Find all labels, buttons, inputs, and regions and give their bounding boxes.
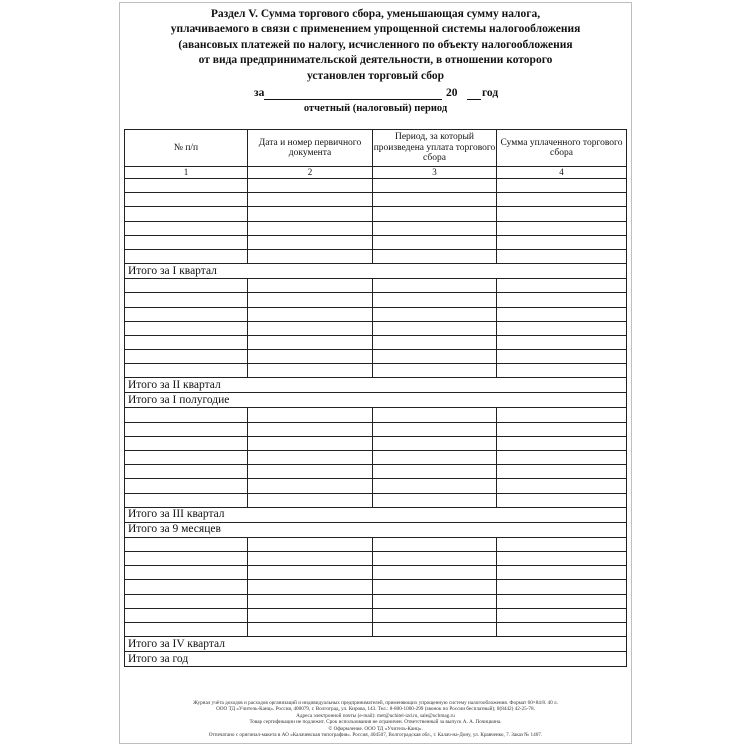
table-row <box>125 335 627 349</box>
table-cell[interactable] <box>248 335 373 349</box>
table-cell[interactable] <box>497 279 627 293</box>
table-row <box>125 364 627 378</box>
total-row-q3 <box>125 507 627 522</box>
table-cell[interactable] <box>373 422 497 436</box>
table-cell[interactable] <box>373 465 497 479</box>
table-cell[interactable] <box>125 422 248 436</box>
total-row-m9 <box>125 522 627 537</box>
table-cell[interactable] <box>497 422 627 436</box>
year-blank-field[interactable] <box>467 99 481 100</box>
table-cell[interactable] <box>497 451 627 465</box>
table-cell[interactable] <box>248 293 373 307</box>
section-title-line: (авансовых платежей по налогу, исчисленного по объекту налогообложения <box>178 38 573 51</box>
table-cell[interactable] <box>248 608 373 622</box>
table-cell[interactable] <box>125 235 248 249</box>
column-number: 4 <box>497 167 627 179</box>
year-suffix: год <box>482 87 499 99</box>
table-cell[interactable] <box>248 350 373 364</box>
table-row <box>125 537 627 551</box>
table-cell[interactable] <box>125 307 248 321</box>
table-cell[interactable] <box>125 451 248 465</box>
table-cell[interactable] <box>373 350 497 364</box>
table-row <box>125 566 627 580</box>
total-row-q1 <box>125 264 627 279</box>
table-cell[interactable] <box>248 193 373 207</box>
section-title-line: от вида предпринимательской деятельности, в отношении которого <box>198 54 553 67</box>
imprint-line: Товар сертификации не подлежит. Срок использования не ограничен. Ответственный за выпуск А. А. Почицкина. <box>249 719 502 726</box>
table-row <box>125 493 627 507</box>
table-cell[interactable] <box>125 321 248 335</box>
table-cell[interactable] <box>497 193 627 207</box>
section-title-line: установлен торговый сбор <box>307 69 444 82</box>
table-row <box>125 221 627 235</box>
table-cell[interactable] <box>248 622 373 636</box>
table-cell[interactable] <box>125 350 248 364</box>
table-cell[interactable] <box>373 179 497 193</box>
table-cell[interactable] <box>497 307 627 321</box>
table-row <box>125 293 627 307</box>
total-row-year <box>125 652 627 667</box>
table-cell[interactable] <box>497 608 627 622</box>
table-cell[interactable] <box>373 193 497 207</box>
table-cell[interactable] <box>248 566 373 580</box>
table-cell[interactable] <box>373 622 497 636</box>
table-cell[interactable] <box>125 436 248 450</box>
table-cell[interactable] <box>125 335 248 349</box>
table-cell[interactable] <box>248 235 373 249</box>
total-label: Итого за I квартал <box>125 264 627 279</box>
table-cell[interactable] <box>125 193 248 207</box>
table-row <box>125 608 627 622</box>
table-cell[interactable] <box>373 235 497 249</box>
table-cell[interactable] <box>373 594 497 608</box>
table-cell[interactable] <box>125 221 248 235</box>
table-cell[interactable] <box>373 279 497 293</box>
table-row <box>125 279 627 293</box>
period-za-label: за <box>254 87 265 99</box>
table-row <box>125 551 627 565</box>
imprint-footer <box>120 700 631 738</box>
table-cell[interactable] <box>497 364 627 378</box>
section-title-line: уплачиваемого в связи с применением упрощенной системы налогообложения <box>170 23 581 36</box>
column-header: № п/п <box>125 130 248 167</box>
table-row <box>125 622 627 636</box>
table-row <box>125 193 627 207</box>
table-cell[interactable] <box>373 451 497 465</box>
table-cell[interactable] <box>248 465 373 479</box>
table-cell[interactable] <box>125 279 248 293</box>
table-row <box>125 594 627 608</box>
table-cell[interactable] <box>373 580 497 594</box>
table-cell[interactable] <box>125 465 248 479</box>
table-cell[interactable] <box>373 207 497 221</box>
total-label: Итого за II квартал <box>125 378 627 393</box>
total-label: Итого за 9 месяцев <box>125 522 627 537</box>
column-number-row <box>125 167 627 179</box>
table-cell[interactable] <box>497 235 627 249</box>
table-cell[interactable] <box>373 608 497 622</box>
table-cell[interactable] <box>125 622 248 636</box>
table-cell[interactable] <box>248 279 373 293</box>
table-cell[interactable] <box>248 221 373 235</box>
table-cell[interactable] <box>373 479 497 493</box>
table-cell[interactable] <box>373 436 497 450</box>
table-cell[interactable] <box>497 580 627 594</box>
table-cell[interactable] <box>497 622 627 636</box>
column-number: 2 <box>248 167 373 179</box>
table-cell[interactable] <box>125 207 248 221</box>
table-cell[interactable] <box>497 179 627 193</box>
table-cell[interactable] <box>497 594 627 608</box>
table-cell[interactable] <box>248 493 373 507</box>
table-cell[interactable] <box>373 249 497 263</box>
table-row <box>125 408 627 422</box>
table-cell[interactable] <box>248 551 373 565</box>
table-cell[interactable] <box>125 580 248 594</box>
table-cell[interactable] <box>125 249 248 263</box>
table-cell[interactable] <box>248 408 373 422</box>
table-cell[interactable] <box>373 307 497 321</box>
table-cell[interactable] <box>125 566 248 580</box>
imprint-line: ООО ТД «Учитель-Канц». Россия, 400079, г. Волгоград, ул. Кирова, 143. Тел.: 8-800-1000-299 (звонок по России бесплатный); 8(8442) 42-25-78. <box>216 706 535 713</box>
table-cell[interactable] <box>373 537 497 551</box>
total-label: Итого за год <box>125 652 627 667</box>
table-row <box>125 321 627 335</box>
table-row <box>125 307 627 321</box>
table-cell[interactable] <box>248 307 373 321</box>
table-cell[interactable] <box>497 551 627 565</box>
table-row <box>125 179 627 193</box>
journal-page <box>119 2 632 744</box>
table-cell[interactable] <box>125 179 248 193</box>
table-cell[interactable] <box>373 221 497 235</box>
table-cell[interactable] <box>125 479 248 493</box>
table-cell[interactable] <box>497 335 627 349</box>
column-number: 3 <box>373 167 497 179</box>
table-cell[interactable] <box>497 293 627 307</box>
table-cell[interactable] <box>248 422 373 436</box>
trade-fee-table <box>124 129 627 667</box>
column-header: Период, за который произведена уплата торгового сбора <box>373 130 497 167</box>
total-row-q2 <box>125 378 627 393</box>
period-blank-field[interactable] <box>264 99 442 100</box>
table-row <box>125 580 627 594</box>
table-cell[interactable] <box>125 537 248 551</box>
imprint-line: © Оформление. ООО ТД «Учитель-Канц». <box>328 725 423 732</box>
section-title-line: Раздел V. Сумма торгового сбора, уменьшающая сумму налога, <box>210 8 541 20</box>
table-row <box>125 422 627 436</box>
table-row <box>125 207 627 221</box>
table-cell[interactable] <box>373 408 497 422</box>
table-cell[interactable] <box>497 566 627 580</box>
table-cell[interactable] <box>497 350 627 364</box>
table-cell[interactable] <box>125 594 248 608</box>
table-cell[interactable] <box>248 207 373 221</box>
table-cell[interactable] <box>248 451 373 465</box>
table-cell[interactable] <box>497 207 627 221</box>
table-row <box>125 465 627 479</box>
table-cell[interactable] <box>248 537 373 551</box>
section-title <box>120 7 631 84</box>
total-label: Итого за I полугодие <box>125 393 627 408</box>
table-cell[interactable] <box>248 364 373 378</box>
table-cell[interactable] <box>497 408 627 422</box>
table-row <box>125 249 627 263</box>
table-row <box>125 350 627 364</box>
table-cell[interactable] <box>248 321 373 335</box>
column-number: 1 <box>125 167 248 179</box>
table-cell[interactable] <box>497 537 627 551</box>
column-header: Дата и номер первичного документа <box>248 130 373 167</box>
total-row-q4 <box>125 637 627 652</box>
table-row <box>125 436 627 450</box>
table-cell[interactable] <box>373 293 497 307</box>
imprint-line: Журнал учёта доходов и расходов организаций и индивидуальных предпринимателей, применяющих упрощенную систему налогообложения. Формат 60×84/8. 40 л. <box>193 700 558 706</box>
column-header: Сумма уплаченного торгового сбора <box>497 130 627 167</box>
total-label: Итого за III квартал <box>125 507 627 522</box>
year-prefix: 20 <box>446 87 458 99</box>
table-cell[interactable] <box>248 580 373 594</box>
table-cell[interactable] <box>497 249 627 263</box>
table-row <box>125 479 627 493</box>
period-caption: отчетный (налоговый) период <box>303 103 448 114</box>
table-cell[interactable] <box>248 594 373 608</box>
table-cell[interactable] <box>373 321 497 335</box>
table-cell[interactable] <box>125 408 248 422</box>
table-cell[interactable] <box>373 335 497 349</box>
total-label: Итого за IV квартал <box>125 637 627 652</box>
table-cell[interactable] <box>497 493 627 507</box>
table-cell[interactable] <box>373 493 497 507</box>
table-cell[interactable] <box>373 551 497 565</box>
table-cell[interactable] <box>125 608 248 622</box>
total-row-h1 <box>125 393 627 408</box>
table-cell[interactable] <box>125 293 248 307</box>
table-cell[interactable] <box>125 551 248 565</box>
table-cell[interactable] <box>248 479 373 493</box>
table-cell[interactable] <box>125 493 248 507</box>
table-cell[interactable] <box>248 436 373 450</box>
table-row <box>125 451 627 465</box>
table-cell[interactable] <box>373 364 497 378</box>
table-cell[interactable] <box>497 479 627 493</box>
table-row <box>125 235 627 249</box>
imprint-line: Отпечатано с оригинал-макета в АО «Калачевская типография». Россия, 404507, Волгоградская обл., г. Калач-на-Дону, ул. Кравченко, 7. Заказ № 1407. <box>208 732 543 739</box>
table-cell[interactable] <box>497 436 627 450</box>
table-cell[interactable] <box>125 364 248 378</box>
table-cell[interactable] <box>497 465 627 479</box>
table-cell[interactable] <box>497 221 627 235</box>
imprint-line: Адреса электронной почты (e-mail): met@uchitel-izd.ru, sale@uchmag.ru <box>296 712 455 719</box>
table-header-row <box>125 130 627 167</box>
table-cell[interactable] <box>248 249 373 263</box>
table-cell[interactable] <box>248 179 373 193</box>
table-cell[interactable] <box>497 321 627 335</box>
table-cell[interactable] <box>373 566 497 580</box>
